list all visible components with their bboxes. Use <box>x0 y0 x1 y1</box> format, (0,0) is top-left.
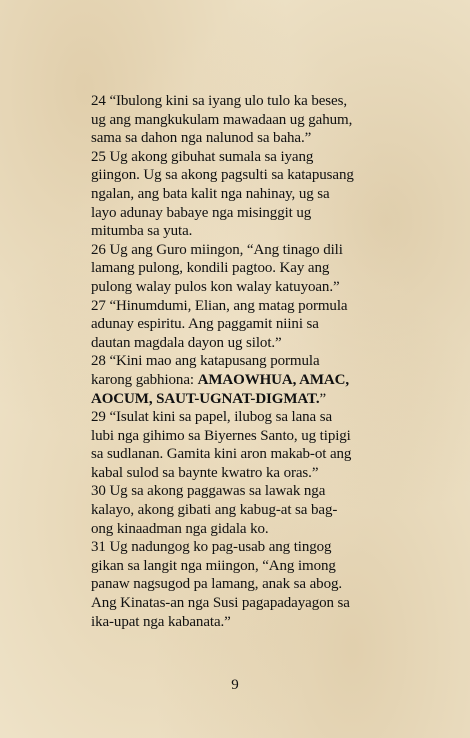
verse-line: adunay espiritu. Ang paggamit niini sa <box>91 316 319 333</box>
verse-line: dautan magdala dayon ug silot.” <box>91 334 282 351</box>
verse-line: 28 “Kini mao ang katapusang pormula <box>91 353 320 370</box>
verse-line: kabal sulod sa baynte kwatro ka oras.” <box>91 464 319 481</box>
verse-line: 27 “Hinumdumi, Elian, ang matag pormula <box>91 297 348 314</box>
verse-line: ong kinaadman nga gidala ko. <box>91 520 269 537</box>
verse-line: panaw nagsugod pa lamang, anak sa abog. <box>91 576 343 593</box>
verse-line: lamang pulong, kondili pagtoo. Kay ang <box>91 260 330 277</box>
closing-quote: ” <box>319 390 327 407</box>
verse-31 <box>91 538 391 631</box>
verse-line: ika-upat nga kabanata.” <box>91 613 231 630</box>
verse-line: pulong walay pulos kon walay katuyoan.” <box>91 278 340 295</box>
verse-line: giingon. Ug sa akong pagsulti sa katapusang <box>91 167 354 184</box>
verse-27 <box>91 297 391 353</box>
verse-line: mitumba sa yuta. <box>91 223 193 240</box>
verse-line: 29 “Isulat kini sa papel, ilubog sa lana sa <box>91 409 333 426</box>
verse-line: sama sa dahon nga nalunod sa baha.” <box>91 130 312 147</box>
verse-line: karong gabhiona: <box>91 371 198 388</box>
verse-line: kalayo, akong gibati ang kabug-at sa bag- <box>91 502 338 519</box>
verse-line: lubi nga gihimo sa Biyernes Santo, ug tipigi <box>91 427 351 444</box>
verse-line: 25 Ug akong gibuhat sumala sa iyang <box>91 148 314 165</box>
verse-26 <box>91 241 391 297</box>
verse-30 <box>91 482 391 538</box>
verse-24 <box>91 92 391 148</box>
page-body <box>91 92 391 631</box>
verse-line: ug ang mangkukulam mawadaan ug gahum, <box>91 111 353 128</box>
verse-line: layo adunay babaye nga misinggit ug <box>91 204 312 221</box>
verse-25 <box>91 148 391 241</box>
verse-line: sa sudlanan. Gamita kini aron makab-ot ang <box>91 446 352 463</box>
formula-text: AOCUM, SAUT-UGNAT-DIGMAT. <box>91 390 320 407</box>
verse-line: Ang Kinatas-an nga Susi pagapadayagon sa <box>91 595 350 612</box>
verse-line: 24 “Ibulong kini sa iyang ulo tulo ka beses, <box>91 93 347 109</box>
verse-28 <box>91 352 391 408</box>
page-number: 9 <box>231 677 239 693</box>
verse-line: 26 Ug ang Guro miingon, “Ang tinago dili <box>91 241 343 258</box>
verse-line: 31 Ug nadungog ko pag-usab ang tingog <box>91 539 332 556</box>
verse-line: gikan sa langit nga miingon, “Ang imong <box>91 557 336 574</box>
verse-29 <box>91 408 391 482</box>
verse-line: 30 Ug sa akong paggawas sa lawak nga <box>91 483 326 500</box>
formula-text: AMAOWHUA, AMAC, <box>197 371 350 388</box>
verse-line: ngalan, ang bata kalit nga nahinay, ug sa <box>91 185 330 202</box>
